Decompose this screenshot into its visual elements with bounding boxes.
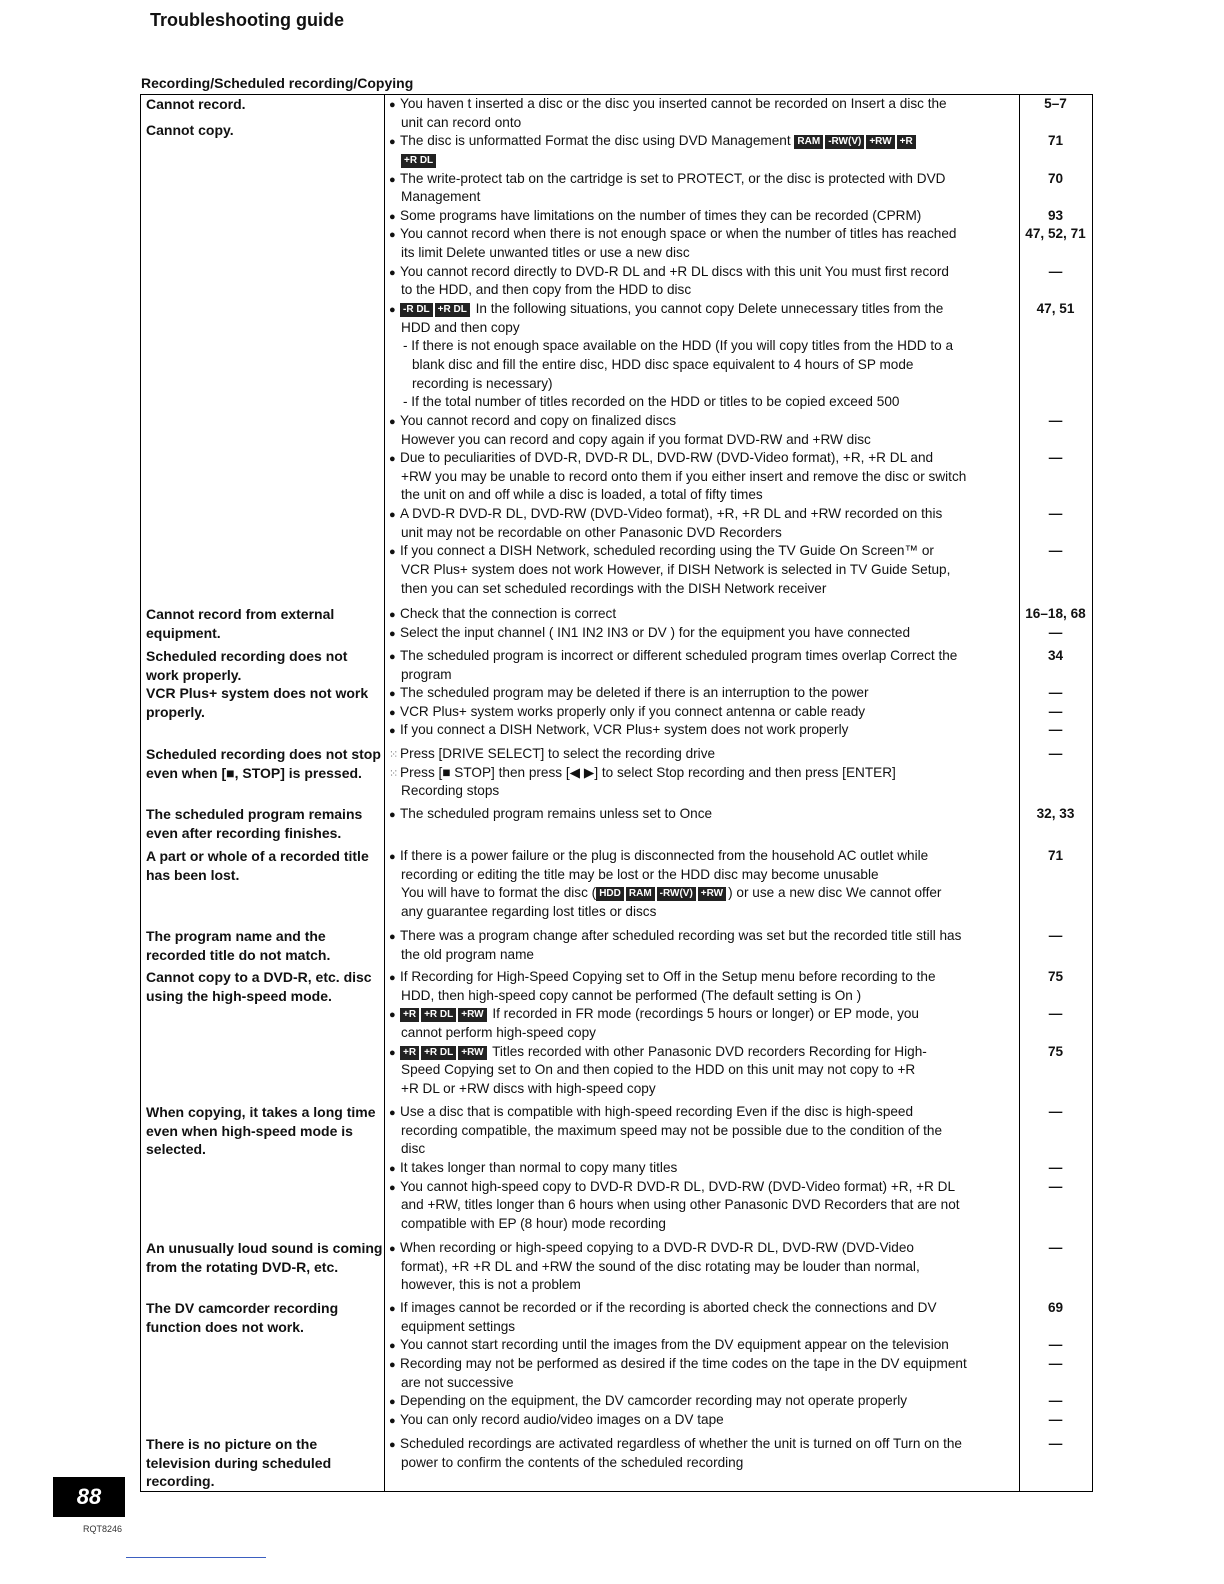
page-reference: — (1048, 263, 1063, 279)
remedy-text: the old program name (401, 946, 534, 962)
remedy-text: power to confirm the contents of the scheduled recording (401, 1454, 744, 1470)
remedy-line (141, 281, 1092, 300)
page-reference: 47, 51 (1036, 301, 1075, 317)
disc-type-badge: +R DL (435, 303, 470, 317)
page-reference: — (1048, 1337, 1063, 1353)
table-row (141, 968, 1092, 1098)
remedy-line (141, 1215, 1092, 1234)
remedy-text: HDD, then high-speed copy cannot be performed (The default setting is On ) (401, 987, 862, 1003)
remedy-text: unit can record onto (401, 114, 522, 130)
remedy-line (141, 721, 1092, 740)
remedy-text: - If the total number of titles recorded on the HDD or titles to be copied exceed 500 (403, 394, 900, 410)
remedy-line (141, 1061, 1092, 1080)
bullet-icon: ● (389, 1046, 396, 1059)
remedy-text: disc (401, 1141, 426, 1157)
remedy-text: Check that the connection is correct (400, 606, 617, 621)
remedy-text: If you connect a DISH Network, scheduled recording using the TV Guide On Screen™ or (400, 543, 934, 559)
table-row (141, 805, 1092, 841)
disc-type-badge: -R DL (400, 303, 433, 317)
disc-type-badge: +RW (458, 1046, 486, 1060)
remedy-line (141, 244, 1092, 263)
remedy-line (141, 1005, 1092, 1024)
remedy-text: to the HDD, and then copy from the HDD to disc (401, 282, 692, 298)
page-reference: — (1048, 624, 1063, 640)
remedy-line (141, 764, 1092, 783)
bullet-icon: ● (389, 651, 396, 663)
remedy-line (141, 847, 1092, 866)
bullet-icon: ● (389, 725, 396, 738)
page-reference: — (1048, 506, 1063, 522)
page-reference: — (1048, 1355, 1063, 1371)
remedy-line (141, 666, 1092, 685)
remedy-line (141, 356, 1092, 375)
issue-label: The DV camcorder recording function does not work. (146, 1300, 339, 1335)
page-reference: 71 (1047, 133, 1064, 149)
remedy-line (141, 605, 1092, 624)
remedy-text: HDD and then copy (401, 319, 520, 335)
issue-label: Cannot record. (146, 96, 246, 112)
remedy-line (141, 903, 1092, 922)
remedy-line (141, 1336, 1092, 1355)
remedy-text: VCR Plus+ system works properly only if you connect antenna or cable ready (400, 703, 866, 719)
remedy-line (141, 624, 1092, 643)
step-icon: ⁙ (389, 749, 399, 761)
remedy-line (141, 1043, 1092, 1062)
remedy-line (141, 1299, 1092, 1318)
bullet-icon: ● (389, 609, 396, 621)
page-reference: — (1048, 450, 1063, 466)
remedy-text: Scheduled recordings are activated regardless of whether the unit is turned on off Turn on the (400, 1436, 962, 1451)
remedy-text: recording or editing the title may be lost or the HDD disc may become unusable (401, 866, 879, 882)
page-reference: 69 (1047, 1300, 1064, 1315)
page-reference: 32, 33 (1036, 806, 1075, 821)
disc-type-badge: RAM (794, 135, 823, 149)
table-row (141, 1103, 1092, 1233)
remedy-text: +RW you may be unable to record onto them if you either insert and remove the disc or switch (401, 468, 967, 484)
bullet-icon: ● (389, 688, 396, 700)
bullet-icon: ● (389, 972, 396, 984)
remedy-line (141, 412, 1092, 431)
page-reference: — (1048, 928, 1063, 943)
remedy-text: recording is necessary) (412, 375, 553, 391)
remedy-text: If you connect a DISH Network, VCR Plus+ system does not work properly (400, 722, 849, 738)
issue-label: VCR Plus+ system does not work properly. (146, 685, 369, 720)
disc-type-badge: -RW(V) (825, 135, 864, 149)
page-title: Troubleshooting guide (150, 10, 344, 30)
bullet-icon: ● (389, 266, 396, 279)
bullet-icon: ● (389, 1181, 396, 1194)
table-row (141, 1299, 1092, 1429)
remedy-line (141, 95, 1092, 114)
remedy-text: You will have to format the disc ( (401, 885, 597, 901)
bullet-icon: ● (389, 136, 396, 149)
page-reference: — (1048, 412, 1063, 428)
bullet-icon: ● (389, 627, 396, 640)
remedy-text: It takes longer than normal to copy many titles (400, 1159, 678, 1175)
page-reference: — (1048, 722, 1063, 738)
remedy-line (141, 561, 1092, 580)
remedy-line (141, 505, 1092, 524)
remedy-line (141, 132, 1092, 151)
page-reference: 5–7 (1044, 96, 1067, 111)
remedy-line (141, 1239, 1092, 1258)
remedy-text: blank disc and fill the entire disc, HDD disc space equivalent to 4 hours of SP mode (412, 356, 914, 372)
remedy-line (141, 1435, 1092, 1454)
page-reference: — (1048, 1393, 1063, 1409)
disc-type-badge: -RW(V) (657, 887, 696, 901)
remedy-text: VCR Plus+ system does not work However, if DISH Network is selected in TV Guide Setup, (401, 562, 951, 578)
remedy-text: You cannot high-speed copy to DVD-R DVD-R DL, DVD-RW (DVD-Video format) +R, +R DL (400, 1178, 956, 1194)
footer-rule (126, 1557, 266, 1558)
page-reference: — (1048, 685, 1063, 700)
remedy-text: +R DL or +RW discs with high-speed copy (401, 1080, 656, 1096)
remedy-line (141, 375, 1092, 394)
bullet-icon: ● (389, 1414, 396, 1427)
disc-type-badge: +R (400, 1008, 419, 1022)
remedy-line (141, 703, 1092, 722)
remedy-text: Management (401, 189, 481, 205)
disc-type-badge: +R DL (421, 1046, 456, 1060)
remedy-line (141, 1392, 1092, 1411)
page-reference: — (1048, 1178, 1063, 1194)
remedy-line (141, 1122, 1092, 1141)
remedy-line (141, 188, 1092, 207)
remedy-text: any guarantee regarding lost titles or discs (401, 903, 657, 919)
bullet-icon: ● (389, 851, 396, 863)
page-reference: — (1048, 1006, 1063, 1022)
table-row (141, 647, 1092, 684)
table-row (141, 1239, 1092, 1295)
remedy-line (141, 207, 1092, 226)
remedy-text: A DVD-R DVD-R DL, DVD-RW (DVD-Video format), +R, +R DL and +RW recorded on this (400, 506, 943, 522)
page-reference: — (1048, 1411, 1063, 1427)
remedy-line (141, 524, 1092, 543)
bullet-icon: ● (389, 546, 396, 559)
remedy-text: The scheduled program is incorrect or different scheduled program times overlap Correct the (400, 648, 958, 663)
remedy-text: - If there is not enough space available on the HDD (If you will copy titles from the HDD to a (403, 338, 954, 354)
issue-label: Scheduled recording does not stop even when [■, STOP] is pressed. (146, 746, 381, 781)
remedy-text: You haven t inserted a disc or the disc you inserted cannot be recorded on Insert a disc the (400, 96, 947, 111)
page-reference: — (1048, 1240, 1063, 1255)
issue-label: The scheduled program remains even after recording finishes. (146, 806, 363, 841)
bullet-icon: ● (389, 173, 396, 186)
remedy-text: There was a program change after scheduled recording was set but the recorded title still has (400, 928, 962, 943)
remedy-line (141, 1080, 1092, 1099)
issue-label: The program name and the recorded title do not match. (146, 928, 331, 963)
bullet-icon: ● (389, 229, 396, 242)
remedy-line (141, 449, 1092, 468)
remedy-line (141, 1103, 1092, 1122)
page-reference: — (1048, 1104, 1063, 1119)
remedy-line (141, 337, 1092, 356)
remedy-text: equipment settings (401, 1318, 516, 1334)
disc-type-badge: +R (400, 1046, 419, 1060)
remedy-text: are not successive (401, 1374, 514, 1390)
bullet-icon: ● (389, 99, 396, 111)
disc-type-badge: +R DL (421, 1008, 456, 1022)
issue-label: A part or whole of a recorded title has been lost. (146, 848, 369, 883)
remedy-line (141, 1178, 1092, 1197)
page-reference: 75 (1047, 969, 1064, 984)
remedy-line (141, 170, 1092, 189)
step-icon: ⁙ (389, 767, 399, 780)
page-reference: 75 (1047, 1043, 1064, 1059)
remedy-text: unit may not be recordable on other Panasonic DVD Recorders (401, 524, 782, 540)
remedy-line (141, 1196, 1092, 1215)
remedy-line (141, 987, 1092, 1006)
remedy-text: Due to peculiarities of DVD-R, DVD-R DL, DVD-RW (DVD-Video format), +R, +R DL and (400, 450, 934, 466)
remedy-line (141, 1140, 1092, 1159)
remedy-text: the unit on and off while a disc is loaded, a total of fifty times (401, 487, 763, 503)
remedy-text: Some programs have limitations on the number of times they can be recorded (CPRM) (400, 207, 922, 223)
remedy-line (141, 1411, 1092, 1430)
bullet-icon: ● (389, 1009, 396, 1022)
disc-type-badge: RAM (626, 887, 655, 901)
remedy-line (141, 745, 1092, 764)
remedy-text: You cannot record and copy on finalized discs (400, 412, 677, 428)
remedy-text: The scheduled program remains unless set to Once (400, 806, 713, 821)
remedy-text: its limit Delete unwanted titles or use a new disc (401, 245, 690, 261)
page-reference: — (1048, 543, 1063, 559)
page-reference: 93 (1047, 207, 1064, 223)
remedy-text: format), +R +R DL and +RW the sound of the disc rotating may be louder than normal, (401, 1258, 920, 1274)
remedy-text: recording compatible, the maximum speed may not be possible due to the condition of the (401, 1122, 943, 1138)
remedy-line (141, 431, 1092, 450)
bullet-icon: ● (389, 415, 396, 428)
issue-label: Scheduled recording does not work properly. (146, 648, 348, 683)
page-reference: 70 (1047, 170, 1064, 186)
remedy-line (141, 866, 1092, 885)
remedy-line (141, 1276, 1092, 1295)
issue-label: An unusually loud sound is coming from the rotating DVD-R, etc. (146, 1240, 383, 1275)
remedy-text: You can only record audio/video images on a DV tape (400, 1411, 724, 1427)
remedy-line (141, 927, 1092, 946)
remedy-text: program (401, 666, 452, 682)
remedy-text: If recorded in FR mode (recordings 5 hours or longer) or EP mode, you (492, 1006, 919, 1022)
page-reference: 71 (1047, 848, 1064, 863)
bullet-icon: ● (389, 509, 396, 522)
remedy-line (141, 1355, 1092, 1374)
disc-type-badge: +RW (458, 1008, 486, 1022)
remedy-text: and +RW, titles longer than 6 hours when using other Panasonic DVD Recorders that are not (401, 1197, 960, 1213)
table-row (141, 1435, 1092, 1490)
table-row (141, 927, 1092, 964)
table-row (141, 605, 1092, 642)
page-reference: 47, 52, 71 (1025, 226, 1086, 242)
bullet-icon: ● (389, 706, 396, 719)
issue-label: When copying, it takes a long time even when high-speed mode is selected. (146, 1104, 376, 1158)
bullet-icon: ● (389, 1107, 396, 1119)
remedy-line (141, 263, 1092, 282)
remedy-text: Speed Copying set to On and then copied to the HDD on this unit may not copy to +R (401, 1062, 916, 1078)
remedy-text: Recording stops (401, 783, 500, 799)
bullet-icon: ● (389, 304, 396, 317)
remedy-line (141, 468, 1092, 487)
bullet-icon: ● (389, 210, 396, 223)
remedy-line (141, 114, 1092, 133)
remedy-text: If Recording for High-Speed Copying set to Off in the Setup menu before recording to the (400, 969, 936, 984)
remedy-text: In the following situations, you cannot copy Delete unnecessary titles from the (475, 301, 944, 317)
remedy-line (141, 1318, 1092, 1337)
remedy-line (141, 225, 1092, 244)
remedy-line (141, 968, 1092, 987)
remedy-text: Recording may not be performed as desired if the time codes on the tape in the DV equipment (400, 1355, 967, 1371)
table-row (141, 847, 1092, 922)
table-row (141, 95, 1092, 598)
issue-label: Cannot copy. (146, 122, 234, 138)
bullet-icon: ● (389, 1340, 396, 1353)
remedy-line (141, 647, 1092, 666)
remedy-text: Press [DRIVE SELECT] to select the recording drive (400, 746, 716, 761)
bullet-icon: ● (389, 931, 396, 943)
page-reference: — (1048, 703, 1063, 719)
remedy-line (141, 542, 1092, 561)
remedy-line (141, 1159, 1092, 1178)
remedy-text: The scheduled program may be deleted if there is an interruption to the power (400, 685, 869, 700)
page-reference: — (1048, 1436, 1063, 1451)
page-reference: — (1048, 746, 1063, 761)
remedy-text: You cannot record directly to DVD-R DL and +R DL discs with this unit You must first record (400, 263, 949, 279)
disc-type-badge: +R (897, 135, 916, 149)
remedy-text: Press [■ STOP] then press [◀ ▶] to select Stop recording and then press [ENTER] (400, 764, 896, 780)
page-reference: 16–18, 68 (1025, 606, 1086, 621)
page-reference: — (1048, 1159, 1063, 1175)
bullet-icon: ● (389, 1358, 396, 1371)
remedy-line (141, 884, 1092, 903)
remedy-text: then you can set scheduled recordings with the DISH Network receiver (401, 580, 827, 596)
remedy-line (141, 946, 1092, 965)
page-number: 88 (53, 1477, 125, 1517)
remedy-line (141, 151, 1092, 170)
disc-type-badge: +R DL (401, 154, 436, 168)
remedy-text: cannot perform high-speed copy (401, 1024, 596, 1040)
remedy-line (141, 393, 1092, 412)
bullet-icon: ● (389, 809, 396, 821)
remedy-line (141, 684, 1092, 703)
remedy-text: You cannot record when there is not enough space or when the number of titles has reached (400, 226, 957, 242)
issue-label: Cannot record from external equipment. (146, 606, 335, 641)
section-heading: Recording/Scheduled recording/Copying (141, 75, 414, 91)
bullet-icon: ● (389, 1439, 396, 1451)
remedy-line (141, 805, 1092, 824)
remedy-line (141, 1258, 1092, 1277)
remedy-text: ) or use a new disc We cannot offer (728, 885, 942, 901)
remedy-text: Titles recorded with other Panasonic DVD recorders Recording for High- (492, 1043, 927, 1059)
remedy-text: Use a disc that is compatible with high-speed recording Even if the disc is high-speed (400, 1104, 914, 1119)
table-row (141, 745, 1092, 801)
remedy-text: Depending on the equipment, the DV camcorder recording may not operate properly (400, 1393, 908, 1409)
remedy-text: However you can record and copy again if you format DVD-RW and +RW disc (401, 431, 871, 447)
remedy-text: When recording or high-speed copying to a DVD-R DVD-R DL, DVD-RW (DVD-Video (400, 1240, 914, 1255)
bullet-icon: ● (389, 1396, 396, 1409)
disc-type-badge: +RW (698, 887, 726, 901)
bullet-icon: ● (389, 1243, 396, 1255)
remedy-text: If images cannot be recorded or if the recording is aborted check the connections and DV (400, 1300, 937, 1315)
troubleshooting-table (140, 94, 1093, 1492)
remedy-line (141, 1454, 1092, 1473)
issue-label: There is no picture on the television during scheduled recording. (146, 1436, 332, 1490)
remedy-line (141, 319, 1092, 338)
remedy-line (141, 1374, 1092, 1393)
remedy-text: compatible with EP (8 hour) mode recording (401, 1215, 666, 1231)
disc-type-badge: +RW (866, 135, 894, 149)
remedy-line (141, 782, 1092, 801)
bullet-icon: ● (389, 453, 396, 466)
remedy-text: You cannot start recording until the images from the DV equipment appear on the television (400, 1337, 949, 1353)
issue-label: Cannot copy to a DVD-R, etc. disc using the high-speed mode. (146, 969, 372, 1004)
remedy-text: Select the input channel ( IN1 IN2 IN3 or DV ) for the equipment you have connected (400, 624, 911, 640)
document-code: RQT8246 (83, 1524, 123, 1534)
page-reference: 34 (1047, 648, 1064, 663)
remedy-text: The write-protect tab on the cartridge is set to PROTECT, or the disc is protected with DVD (400, 170, 946, 186)
remedy-line (141, 1024, 1092, 1043)
disc-type-badge: HDD (596, 887, 624, 901)
table-row (141, 684, 1092, 740)
bullet-icon: ● (389, 1162, 396, 1175)
remedy-text: The disc is unformatted Format the disc using DVD Management (400, 133, 791, 149)
remedy-line (141, 300, 1092, 319)
remedy-line (141, 580, 1092, 599)
remedy-line (141, 486, 1092, 505)
bullet-icon: ● (389, 1303, 396, 1315)
remedy-text: If there is a power failure or the plug is disconnected from the household AC outlet while (400, 848, 929, 863)
remedy-text: however, this is not a problem (401, 1277, 581, 1293)
